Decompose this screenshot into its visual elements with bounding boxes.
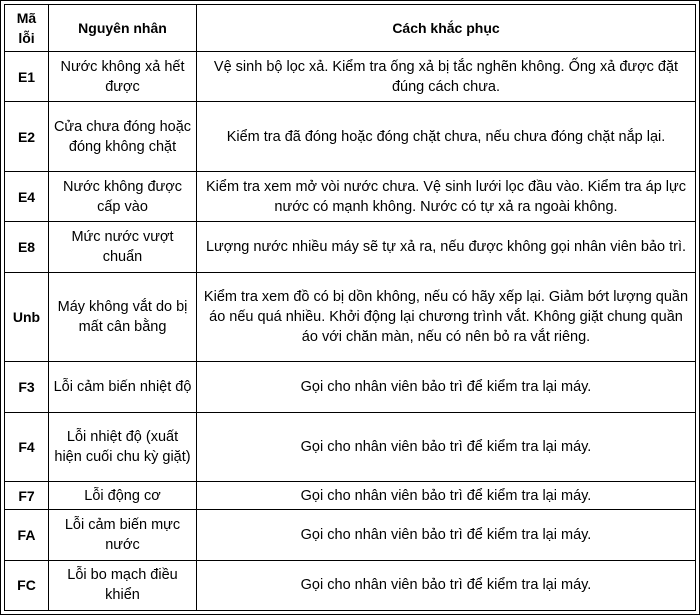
fix-cell: Gọi cho nhân viên bảo trì để kiểm tra lại máy.	[197, 362, 696, 412]
fix-cell: Kiểm tra xem đồ có bị dồn không, nếu có hãy xếp lại. Giảm bớt lượng quần áo nếu quá nhiều. Khởi động lại chương trình vắt. Không giặt chung quần áo với chăn màn, nếu có nên bỏ ra vắt riêng.	[197, 273, 696, 363]
fix-cell: Vệ sinh bộ lọc xả. Kiểm tra ống xả bị tắc nghẽn không. Ống xả được đặt đúng cách chưa.	[197, 52, 696, 102]
table-row	[5, 482, 696, 510]
table-row	[5, 52, 696, 102]
cause-cell: Lỗi bo mạch điều khiển	[49, 561, 197, 611]
error-code-cell: E2	[5, 102, 49, 171]
fix-cell: Gọi cho nhân viên bảo trì để kiểm tra lại máy.	[197, 561, 696, 611]
fix-cell: Lượng nước nhiều máy sẽ tự xả ra, nếu được không gọi nhân viên bảo trì.	[197, 222, 696, 272]
header-cause: Nguyên nhân	[49, 5, 197, 52]
table-row	[5, 510, 696, 560]
cause-cell: Nước không xả hết được	[49, 52, 197, 102]
error-code-cell: Unb	[5, 273, 49, 363]
cause-cell: Lỗi động cơ	[49, 482, 197, 510]
error-code-cell: E4	[5, 172, 49, 222]
error-code-cell: FA	[5, 510, 49, 560]
error-code-cell: F4	[5, 413, 49, 482]
cause-cell: Lỗi cảm biến nhiệt độ	[49, 362, 197, 412]
cause-cell: Mức nước vượt chuẩn	[49, 222, 197, 272]
table-header-row	[5, 5, 696, 52]
cause-cell: Máy không vắt do bị mất cân bằng	[49, 273, 197, 363]
table-row	[5, 413, 696, 482]
error-code-cell: E1	[5, 52, 49, 102]
cause-cell: Cửa chưa đóng hoặc đóng không chặt	[49, 102, 197, 171]
error-code-cell: F3	[5, 362, 49, 412]
table-row	[5, 273, 696, 363]
header-code: Mã lỗi	[5, 5, 49, 52]
fix-cell: Kiểm tra xem mở vòi nước chưa. Vệ sinh lưới lọc đầu vào. Kiểm tra áp lực nước có mạnh không. Nước có tự xả ra ngoài không.	[197, 172, 696, 222]
table-row	[5, 102, 696, 171]
fix-cell: Gọi cho nhân viên bảo trì để kiểm tra lại máy.	[197, 482, 696, 510]
fix-cell: Gọi cho nhân viên bảo trì để kiểm tra lại máy.	[197, 510, 696, 560]
error-code-table	[4, 4, 696, 611]
table-row	[5, 561, 696, 611]
fix-cell: Gọi cho nhân viên bảo trì để kiểm tra lại máy.	[197, 413, 696, 482]
table-row	[5, 362, 696, 412]
cause-cell: Lỗi cảm biến mực nước	[49, 510, 197, 560]
header-fix: Cách khắc phục	[197, 5, 696, 52]
table-row	[5, 222, 696, 272]
cause-cell: Nước không được cấp vào	[49, 172, 197, 222]
table-row	[5, 172, 696, 222]
error-code-cell: F7	[5, 482, 49, 510]
fix-cell: Kiểm tra đã đóng hoặc đóng chặt chưa, nếu chưa đóng chặt nắp lại.	[197, 102, 696, 171]
error-code-cell: FC	[5, 561, 49, 611]
error-code-cell: E8	[5, 222, 49, 272]
cause-cell: Lỗi nhiệt độ (xuất hiện cuối chu kỳ giặt)	[49, 413, 197, 482]
